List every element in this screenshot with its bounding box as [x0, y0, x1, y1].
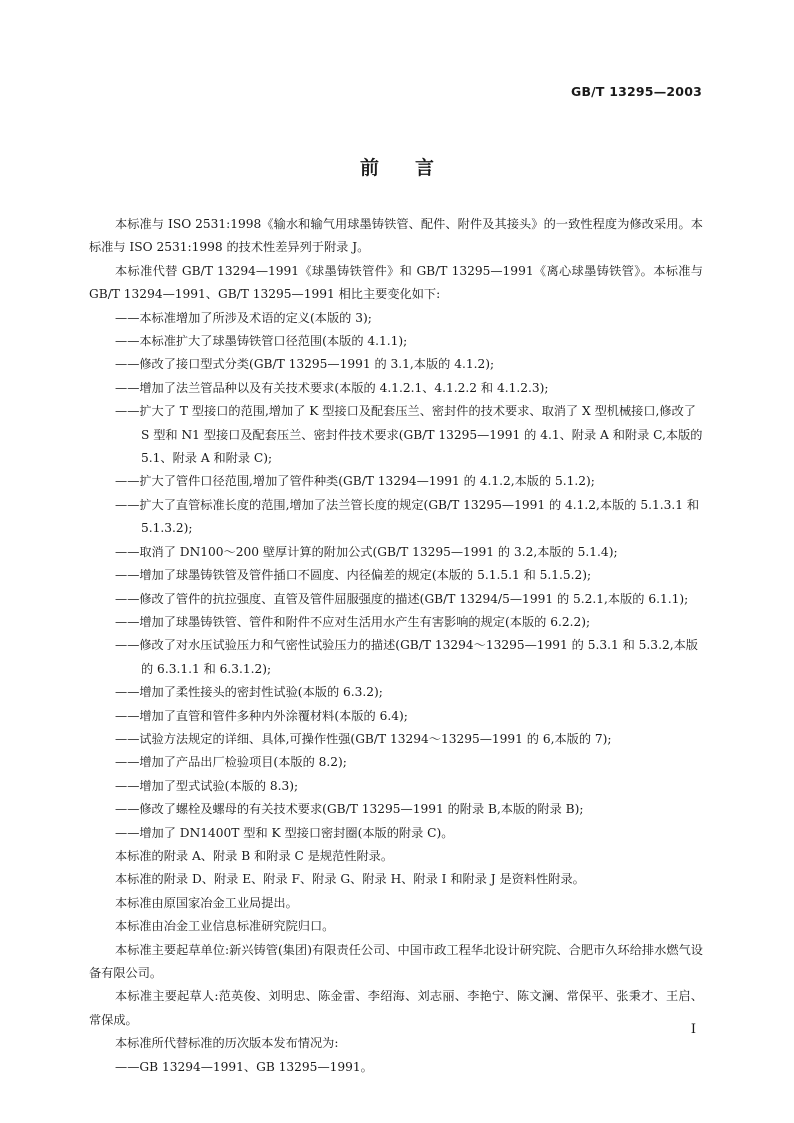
change-item: ——增加了直管和管件多种内外涂覆材料(本版的 6.4);: [115, 708, 408, 723]
change-item: ——扩大了直管标准长度的范围,增加了法兰管长度的规定(GB/T 13295—1991 的 4.1.2,本版的 5.1.3.1 和5.1.3.2);: [115, 497, 700, 536]
closing-paragraph: 本标准的附录 D、附录 E、附录 F、附录 G、附录 H、附录 I 和附录 J 是资料性附录。: [115, 872, 585, 887]
change-item: ——取消了 DN100～200 壁厚计算的附加公式(GB/T 13295—1991 的 3.2,本版的 5.1.4);: [115, 544, 618, 559]
change-item: ——修改了管件的抗拉强度、直管及管件屈服强度的描述(GB/T 13294/5—1991 的 5.2.1,本版的 6.1.1);: [115, 591, 689, 606]
change-item: ——本标准增加了所涉及术语的定义(本版的 3);: [115, 310, 372, 325]
change-item: ——增加了柔性接头的密封性试验(本版的 6.3.2);: [115, 685, 383, 700]
closing-paragraph: 本标准主要起草人:范英俊、刘明忠、陈金雷、李绍海、刘志丽、李艳宁、陈文澜、常保平、张秉才、王启、常保成。: [89, 989, 703, 1027]
change-item: ——增加了 DN1400T 型和 K 型接口密封圈(本版的附录 C)。: [115, 825, 454, 840]
change-item: ——扩大了管件口径范围,增加了管件种类(GB/T 13294—1991 的 4.1.2,本版的 5.1.2);: [115, 474, 595, 489]
closing-paragraph: 本标准所代替标准的历次版本发布情况为:: [115, 1036, 339, 1051]
history-item: ——GB 13294—1991、GB 13295—1991。: [115, 1059, 373, 1074]
closing-paragraph: 本标准由原国家冶金工业局提出。: [115, 895, 298, 910]
change-item: ——增加了球墨铸铁管、管件和附件不应对生活用水产生有害影响的规定(本版的 6.2.2);: [115, 614, 591, 629]
change-item: ——修改了接口型式分类(GB/T 13295—1991 的 3.1,本版的 4.1.2);: [115, 357, 495, 372]
change-item: ——增加了产品出厂检验项目(本版的 8.2);: [115, 755, 347, 770]
change-item: ——修改了对水压试验压力和气密性试验压力的描述(GB/T 13294～13295—1991 的 5.3.1 和 5.3.2,本版的 6.3.1.1 和 6.3.1.2);: [115, 638, 698, 676]
page-number: I: [690, 1022, 696, 1037]
closing-paragraph: 本标准的附录 A、附录 B 和附录 C 是规范性附录。: [115, 848, 394, 863]
change-item: ——扩大了 T 型接口的范围,增加了 K 型接口及配套压兰、密封件的技术要求、取消了 X 型机械接口,修改了 S 型和 N1 型接口及配套压兰、密封件技术要求(GB/T 13295—1991 的 4.1、附录 A 和附录 C,本版的 5.1、附录 A 和附录 C);: [115, 404, 703, 466]
intro-paragraph: 本标准与 ISO 2531:1998《输水和输气用球墨铸铁管、配件、附件及其接头》的一致性程度为修改采用。本标准与 ISO 2531:1998 的技术性差异列于附录 J。: [89, 217, 703, 255]
foreword-body: [89, 213, 703, 1079]
closing-paragraph: 本标准主要起草单位:新兴铸管(集团)有限责任公司、中国市政工程华北设计研究院、合肥市久环给排水燃气设备有限公司。: [89, 942, 703, 980]
change-item: ——试验方法规定的详细、具体,可操作性强(GB/T 13294～13295—1991 的 6,本版的 7);: [115, 731, 612, 746]
closing-paragraph: 本标准由冶金工业信息标准研究院归口。: [115, 919, 335, 934]
change-item: ——增加了型式试验(本版的 8.3);: [115, 778, 299, 793]
change-item: ——本标准扩大了球墨铸铁管口径范围(本版的 4.1.1);: [115, 334, 408, 349]
change-item: ——修改了螺栓及螺母的有关技术要求(GB/T 13295—1991 的附录 B,本版的附录 B);: [115, 802, 584, 817]
intro-paragraph: 本标准代替 GB/T 13294—1991《球墨铸铁管件》和 GB/T 13295—1991《离心球墨铸铁管》。本标准与 GB/T 13294—1991、GB/T 13295—1991 相比主要变化如下:: [89, 263, 703, 302]
change-item: ——增加了法兰管品种以及有关技术要求(本版的 4.1.2.1、4.1.2.2 和 4.1.2.3);: [115, 380, 549, 395]
change-item: ——增加了球墨铸铁管及管件插口不圆度、内径偏差的规定(本版的 5.1.5.1 和 5.1.5.2);: [115, 568, 592, 583]
standard-code: GB/T 13295—2003: [570, 84, 702, 99]
page-title: 前言: [359, 157, 470, 179]
